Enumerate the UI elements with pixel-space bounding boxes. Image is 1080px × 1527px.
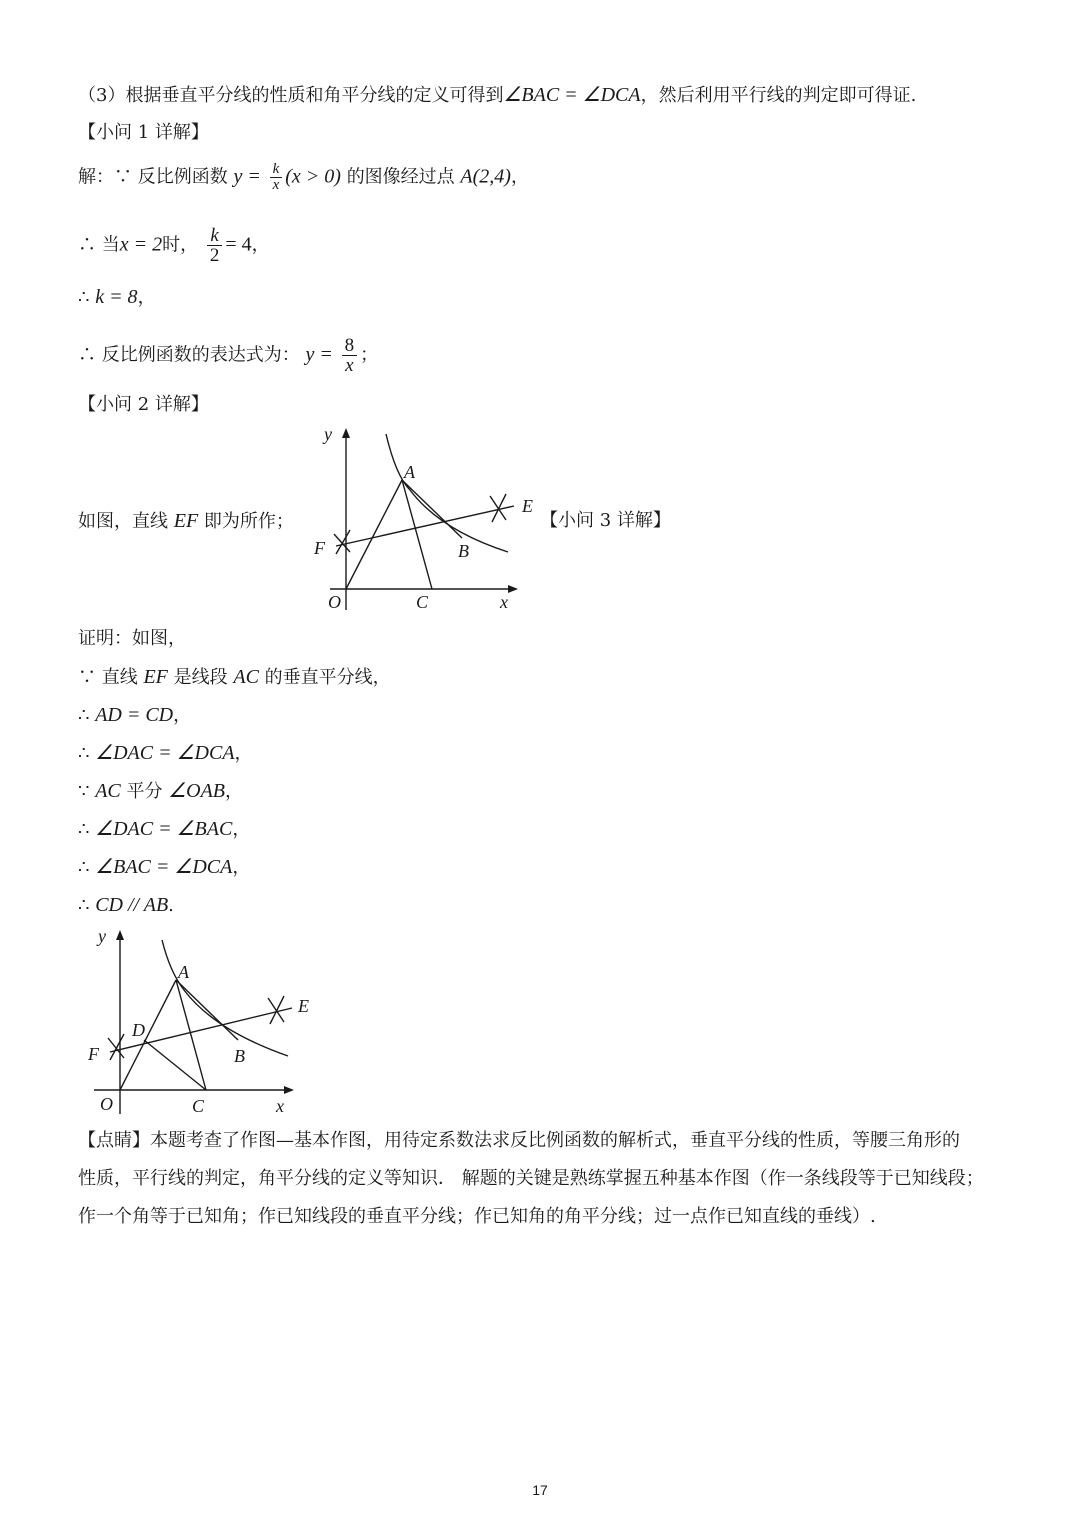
fig2-y-arrow xyxy=(116,930,124,940)
intro-math: ∠BAC = ∠DCA xyxy=(503,84,641,106)
q1-line1 xyxy=(78,162,529,193)
q1-line1-fraction xyxy=(270,162,283,193)
q1-line3-math: k = 8 xyxy=(95,286,138,308)
proof-line4-end: ， xyxy=(234,743,253,764)
proof-line2-suffix: 的垂直平分线， xyxy=(264,667,391,688)
proof-line5-prefix: ∵ xyxy=(78,781,90,802)
figure-2-geometry xyxy=(80,922,320,1122)
q1-line4 xyxy=(78,336,378,375)
note-line3: 作一个角等于已知角；作已知线段的垂直平分线；作已知角的角平分线；过一点作已知直线的垂线）. xyxy=(78,1206,876,1227)
q1-line4-end: ； xyxy=(360,344,379,366)
fig2-segment-CD xyxy=(144,1040,206,1090)
q1-line4-y: y = xyxy=(305,343,333,366)
q2-heading: 【小问 2 详解】 xyxy=(78,394,209,415)
proof-line3 xyxy=(78,702,191,729)
fig2-label-B: B xyxy=(234,1046,245,1066)
proof-line5-ac: AC xyxy=(95,780,121,802)
proof-line4-prefix: ∴ xyxy=(78,743,90,764)
proof-line8 xyxy=(78,892,174,919)
proof-line5-mid: 平分 xyxy=(126,781,163,802)
proof-line7 xyxy=(78,854,250,881)
fig1-segment-OA xyxy=(346,480,402,589)
fig1-segment-AC xyxy=(402,480,432,589)
fig2-segment-AB xyxy=(176,980,238,1040)
proof-line4-math: ∠DAC = ∠DCA xyxy=(95,742,235,764)
proof-line5 xyxy=(78,778,243,805)
fig2-label-D: D xyxy=(132,1020,145,1040)
fig1-label-B: B xyxy=(458,541,469,561)
fig1-label-F: F xyxy=(314,538,325,558)
intro-text-suffix: ，然后利用平行线的判定即可得证. xyxy=(640,85,917,106)
fig1-label-O: O xyxy=(328,592,341,612)
proof-line7-math: ∠BAC = ∠DCA xyxy=(95,856,233,878)
proof-line3-math: AD = CD xyxy=(95,704,174,726)
fig2-label-y: y xyxy=(98,926,106,946)
note-line1: 【点睛】本题考查了作图—基本作图，用待定系数法求反比例函数的解析式，垂直平分线的性质，等腰三角形的 xyxy=(78,1130,960,1151)
fig2-label-C: C xyxy=(192,1096,205,1116)
proof-line3-prefix: ∴ xyxy=(78,705,90,726)
q1-line2-prefix: ∴ 当 xyxy=(78,234,120,256)
proof-line3-end: ， xyxy=(173,705,192,726)
proof-line1: 证明：如图， xyxy=(78,628,186,649)
fraction-denominator: x xyxy=(345,355,354,376)
proof-line8-prefix: ∴ xyxy=(78,895,90,916)
q1-line1-end: ， xyxy=(510,166,529,188)
q1-line1-point: A(2,4) xyxy=(460,165,511,188)
q2-text xyxy=(78,508,294,535)
proof-line6-prefix: ∴ xyxy=(78,819,90,840)
proof-line6 xyxy=(78,816,250,843)
intro-line xyxy=(78,82,916,109)
proof-line5-oab: ∠OAB xyxy=(168,780,226,802)
q2-text-math: EF xyxy=(173,510,199,532)
proof-line2-prefix: ∵ 直线 xyxy=(78,667,138,688)
proof-line4 xyxy=(78,740,253,767)
fig2-x-arrow xyxy=(284,1086,294,1094)
q1-line4-fraction xyxy=(342,336,358,375)
proof-line6-math: ∠DAC = ∠BAC xyxy=(95,818,233,840)
proof-line7-prefix: ∴ xyxy=(78,857,90,878)
proof-line2-mid: 是线段 xyxy=(173,667,228,688)
q1-line2-eq: = 4 xyxy=(225,233,252,256)
q1-line2-fraction xyxy=(207,226,223,265)
fig1-label-y: y xyxy=(324,424,332,444)
proof-line2 xyxy=(78,664,391,691)
fig1-hyperbola xyxy=(386,434,508,552)
fraction-numerator: k xyxy=(270,162,283,178)
note-line2: 性质，平行线的判定，角平分线的定义等知识． 解题的关键是熟练掌握五种基本作图（作一条线段等于已知线段； xyxy=(78,1168,984,1189)
q1-line3 xyxy=(78,284,156,311)
q1-line2-mid: 时， xyxy=(162,234,199,256)
fig1-line-EF xyxy=(336,506,514,546)
intro-text-prefix: （3）根据垂直平分线的性质和角平分线的定义可得到 xyxy=(78,85,504,106)
fig1-x-arrow xyxy=(508,585,518,593)
fig2-label-F: F xyxy=(88,1044,99,1064)
q1-line2-math: x = 2 xyxy=(119,233,163,256)
figure-1-geometry xyxy=(300,420,540,620)
q1-line2 xyxy=(78,226,270,265)
fig1-y-arrow xyxy=(342,428,350,438)
q3-heading: 【小问 3 详解】 xyxy=(540,510,671,531)
q1-line1-prefix: 解：∵ 反比例函数 xyxy=(78,166,228,188)
q1-line3-prefix: ∴ xyxy=(78,287,90,308)
fraction-numerator: k xyxy=(207,226,221,246)
q2-text-suffix: 即为所作； xyxy=(203,511,294,532)
proof-line2-ac: AC xyxy=(233,666,259,688)
proof-line2-ef: EF xyxy=(143,666,168,688)
q1-line4-prefix: ∴ 反比例函数的表达式为： xyxy=(78,344,300,366)
proof-line5-end: ， xyxy=(225,781,244,802)
fig1-label-E: E xyxy=(522,496,533,516)
proof-line6-end: ， xyxy=(232,819,251,840)
fig1-label-A: A xyxy=(404,462,415,482)
q1-line1-condition: (x > 0) xyxy=(285,165,341,188)
fig1-label-C: C xyxy=(416,592,429,612)
proof-line8-end: . xyxy=(168,895,174,916)
fig2-label-O: O xyxy=(100,1094,113,1114)
fig2-label-x: x xyxy=(276,1096,284,1116)
q1-line2-end: ， xyxy=(251,234,270,256)
fraction-numerator: 8 xyxy=(342,336,358,356)
fraction-denominator: 2 xyxy=(209,245,220,266)
fig2-label-A: A xyxy=(178,962,189,982)
fig2-segment-OA xyxy=(120,980,176,1090)
q1-line1-y: y = xyxy=(233,165,261,188)
fig2-label-E: E xyxy=(298,996,309,1016)
q1-line1-mid: 的图像经过点 xyxy=(346,166,455,188)
q1-heading: 【小问 1 详解】 xyxy=(78,122,209,143)
q1-line3-end: ， xyxy=(137,287,156,308)
fraction-denominator: x xyxy=(272,177,280,193)
page-number: 17 xyxy=(532,1482,548,1498)
q2-text-prefix: 如图，直线 xyxy=(78,511,168,532)
proof-line8-math: CD // AB xyxy=(95,894,169,916)
fig1-label-x: x xyxy=(500,592,508,612)
proof-line7-end: ， xyxy=(232,857,251,878)
